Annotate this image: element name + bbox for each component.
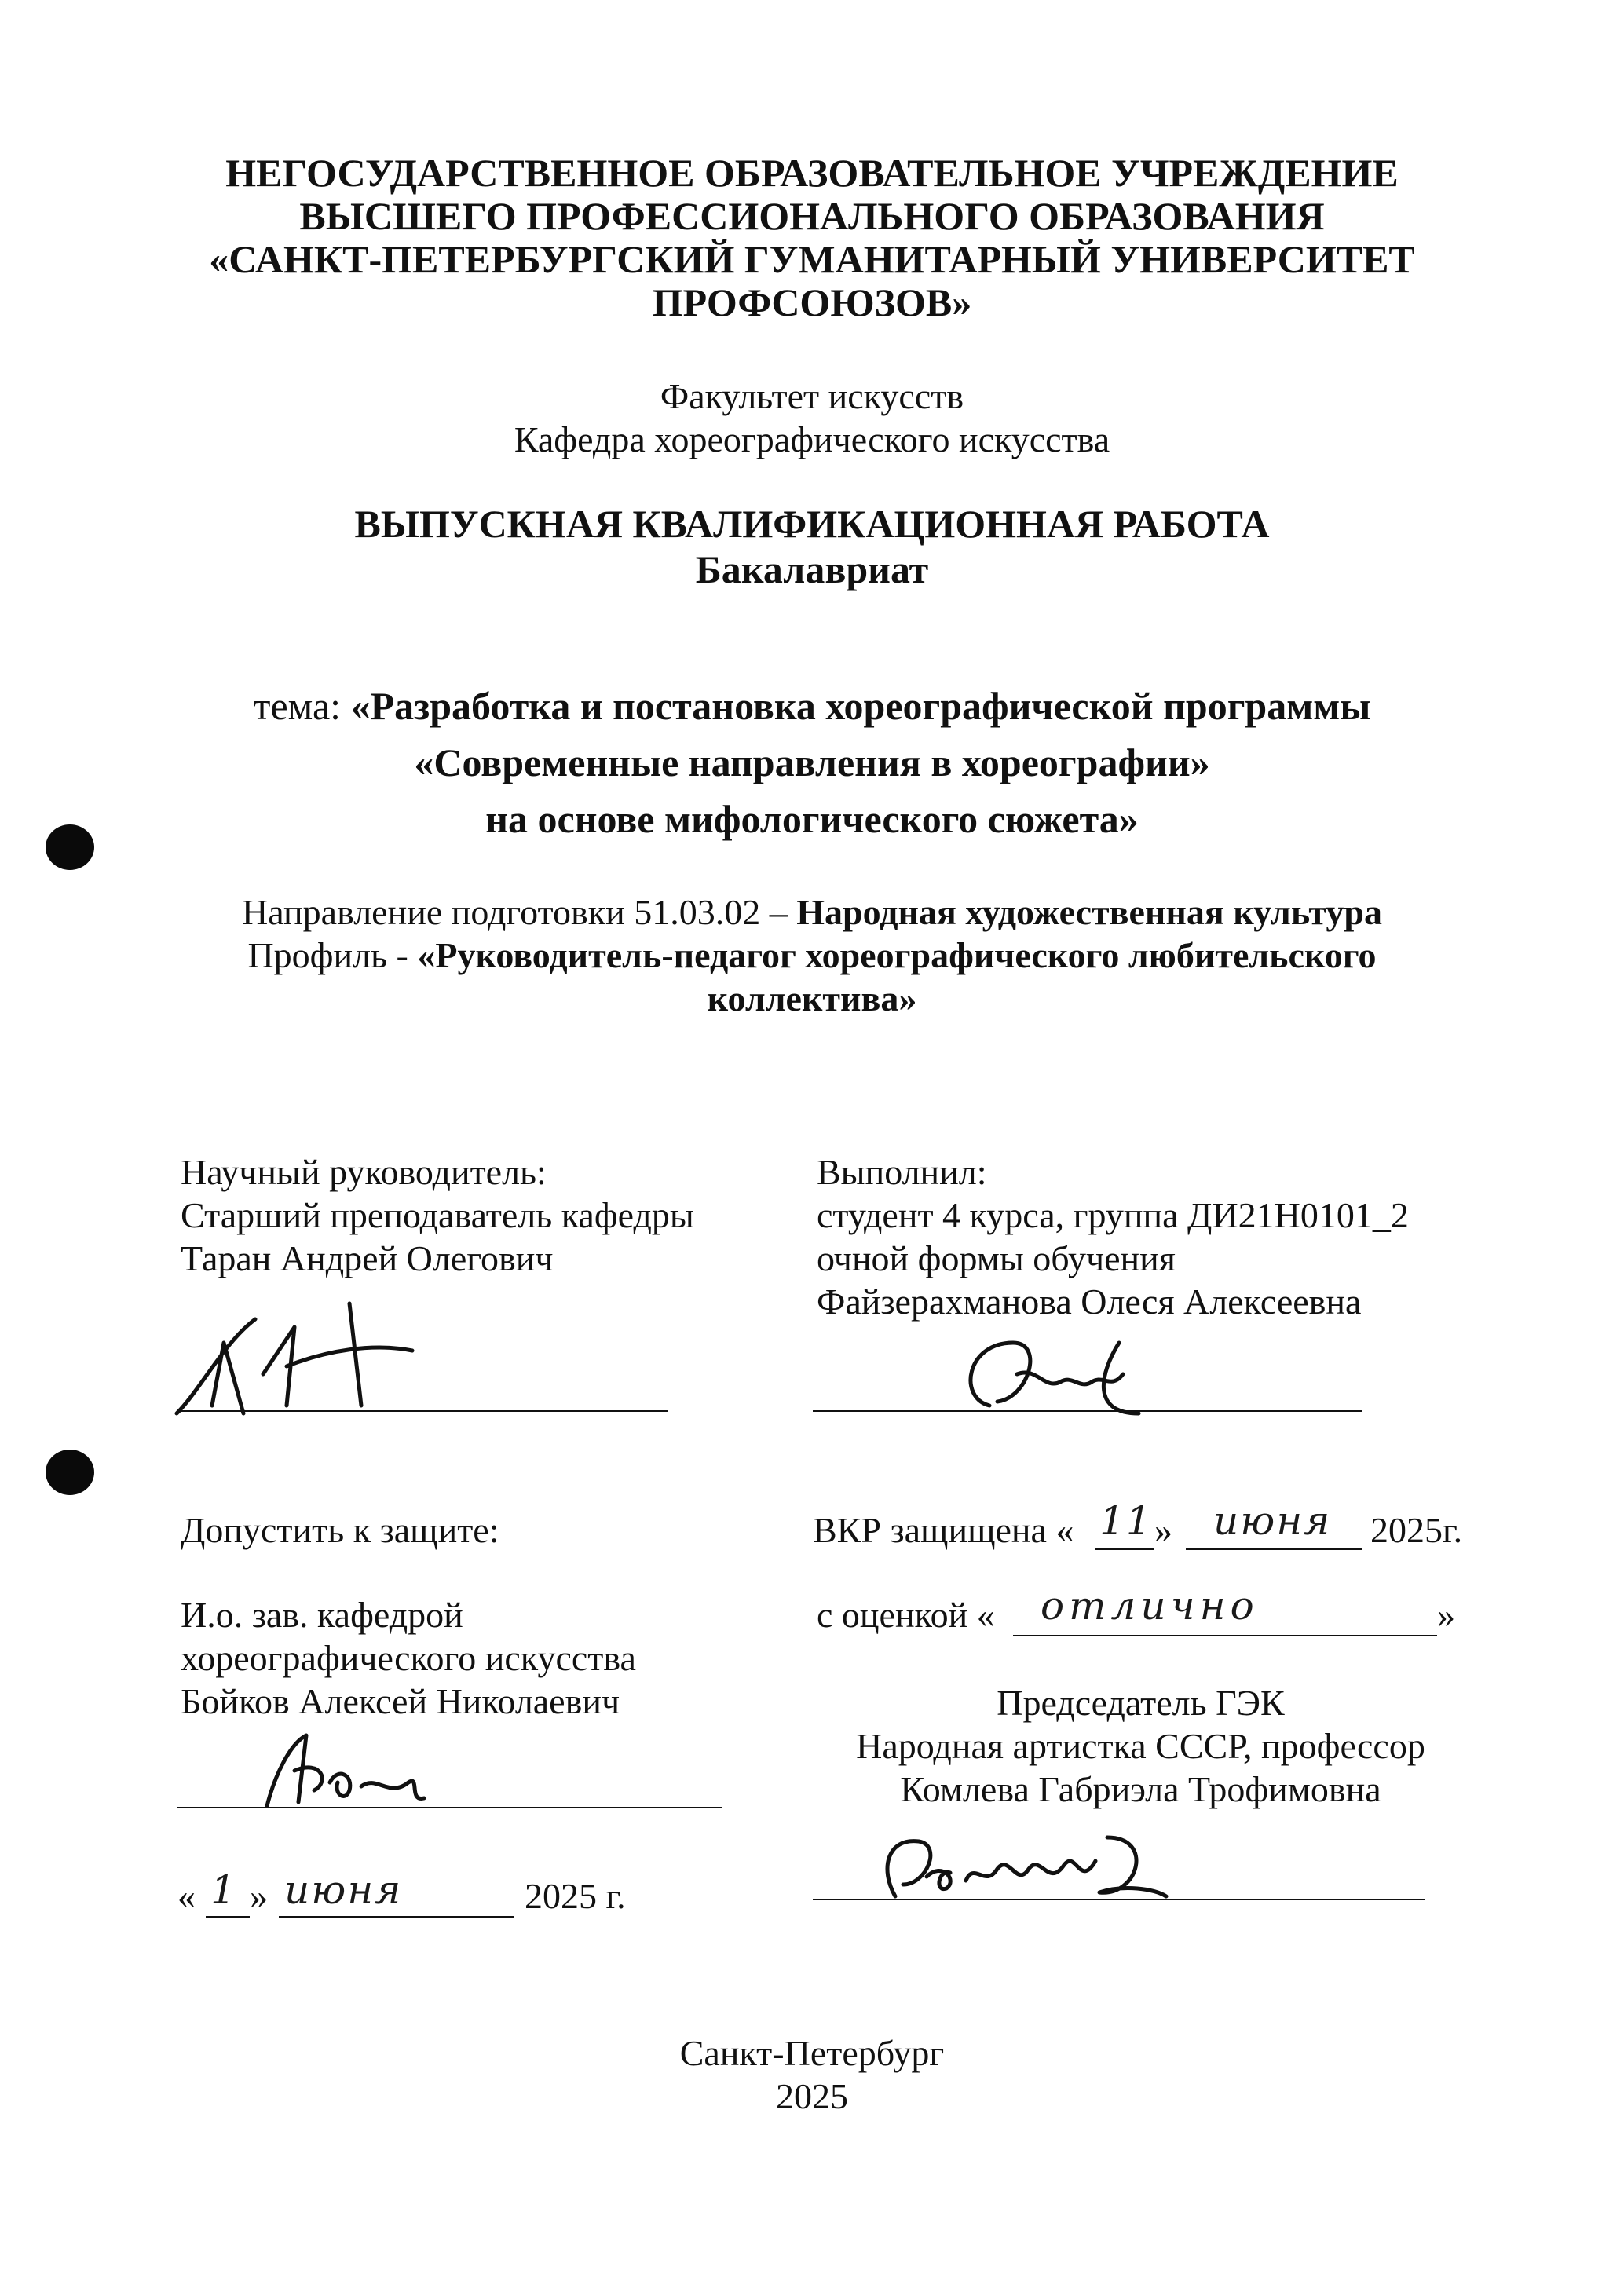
topic-line-2: «Современные направления в хореографии»: [414, 740, 1210, 784]
defense-date-month: июня: [1213, 1498, 1332, 1544]
commission-title: Председатель ГЭК: [997, 1683, 1285, 1723]
topic-line-3: на основе мифологического сюжета»: [485, 797, 1139, 841]
institution-line-3: «САНКТ-ПЕТЕРБУРГСКИЙ ГУМАНИТАРНЫЙ УНИВЕРСИТЕТ: [209, 237, 1415, 281]
institution-line-4: ПРОФСОЮЗОВ»: [652, 280, 972, 324]
institution-line-1: НЕГОСУДАРСТВЕННОЕ ОБРАЗОВАТЕЛЬНОЕ УЧРЕЖДЕНИЕ: [225, 151, 1399, 195]
footer-year: 2025: [776, 2076, 848, 2116]
defense-day-line: [1095, 1548, 1154, 1550]
admission-label: Допустить к защите:: [181, 1510, 499, 1550]
admission-date-close: »: [250, 1876, 268, 1916]
direction-name: Народная художественная культура: [796, 892, 1382, 932]
defense-date-day: 11: [1099, 1498, 1153, 1544]
student-form: очной формы обучения: [817, 1238, 1176, 1278]
student-name: Файзерахманова Олеся Алексеевна: [817, 1281, 1362, 1322]
commission-signature: [872, 1822, 1170, 1908]
supervisor-signature: [169, 1296, 428, 1421]
student-signature: [942, 1327, 1147, 1429]
direction-line: [0, 893, 1624, 932]
commission-position: Народная артистка СССР, профессор: [856, 1726, 1425, 1766]
grade-suffix: »: [1437, 1595, 1455, 1635]
work-level: Бакалавриат: [695, 547, 929, 591]
grade-value: отлично: [1041, 1583, 1259, 1629]
admission-position-2: хореографического искусства: [181, 1638, 636, 1678]
admission-signature: [251, 1727, 432, 1814]
punch-hole-mark-2: [46, 1450, 94, 1495]
defense-date-prefix: ВКР защищена «: [813, 1510, 1074, 1550]
defense-date-mid: »: [1154, 1510, 1172, 1550]
admission-date-open: «: [177, 1876, 196, 1916]
profile-prefix: Профиль -: [247, 935, 418, 975]
work-type: ВЫПУСКНАЯ КВАЛИФИКАЦИОННАЯ РАБОТА: [354, 502, 1270, 546]
defense-date-year: 2025г.: [1370, 1510, 1463, 1550]
admission-day-line: [206, 1916, 250, 1918]
admission-date-year: 2025 г.: [525, 1876, 626, 1916]
commission-name: Комлева Габриэла Трофимовна: [900, 1769, 1381, 1809]
department: Кафедра хореографического искусства: [514, 419, 1110, 459]
student-course: студент 4 курса, группа ДИ21Н0101_2: [817, 1195, 1409, 1235]
topic-title-part-1: «Разработка и постановка хореографической программы: [350, 684, 1371, 728]
topic-line-1: [0, 685, 1624, 727]
grade-line: [1013, 1635, 1437, 1636]
admission-date-month: июня: [284, 1867, 403, 1913]
topic-prefix: тема:: [253, 684, 351, 728]
supervisor-position: Старший преподаватель кафедры: [181, 1195, 694, 1235]
student-label: Выполнил:: [817, 1152, 987, 1192]
admission-month-line: [279, 1916, 514, 1918]
profile-line-1: [0, 936, 1624, 975]
profile-line-2: коллектива»: [707, 978, 917, 1018]
grade-prefix: с оценкой «: [817, 1595, 995, 1635]
admission-position-1: И.о. зав. кафедрой: [181, 1595, 463, 1635]
direction-prefix: Направление подготовки 51.03.02 –: [242, 892, 797, 932]
faculty: Факультет искусств: [660, 376, 964, 416]
admission-date-day: 1: [210, 1867, 237, 1913]
supervisor-name: Таран Андрей Олегович: [181, 1238, 554, 1278]
supervisor-label: Научный руководитель:: [181, 1152, 547, 1192]
profile-name-part-1: «Руководитель-педагог хореографического любительского: [417, 935, 1377, 975]
defense-month-line: [1186, 1548, 1362, 1550]
admission-name: Бойков Алексей Николаевич: [181, 1681, 620, 1721]
footer-city: Санкт-Петербург: [679, 2033, 945, 2073]
punch-hole-mark-1: [46, 824, 94, 870]
institution-line-2: ВЫСШЕГО ПРОФЕССИОНАЛЬНОГО ОБРАЗОВАНИЯ: [299, 194, 1325, 238]
